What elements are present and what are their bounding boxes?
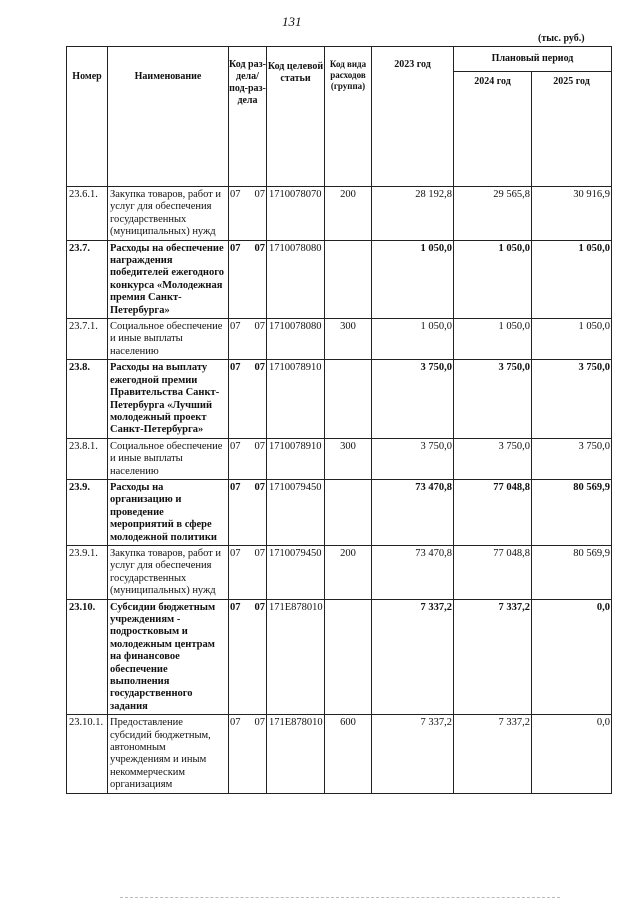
row-2023: 1 050,0 xyxy=(372,240,454,318)
section-code: 07 xyxy=(230,440,241,452)
row-2024: 1 050,0 xyxy=(454,240,532,318)
section-code: 07 xyxy=(230,189,241,200)
row-section-code xyxy=(229,240,267,318)
row-number: 23.7.1. xyxy=(67,319,108,360)
table-row xyxy=(67,438,612,479)
row-expense-code: 300 xyxy=(325,319,372,360)
subsection-code: 07 xyxy=(254,547,265,559)
row-2023: 73 470,8 xyxy=(372,545,454,599)
header-2023: 2023 год xyxy=(372,47,454,187)
header-number: Номер xyxy=(67,47,108,187)
row-2025: 3 750,0 xyxy=(532,438,612,479)
row-section-code xyxy=(229,479,267,545)
row-name: Расходы на организацию и проведение мероприятий в сфере молодежной политики xyxy=(108,479,229,545)
row-target-code: 1710078070 xyxy=(267,187,325,241)
row-name: Субсидии бюджетным учреждениям - подростковым и молодежным центрам на финансовое обеспечение выполнения государственного задания xyxy=(108,599,229,715)
row-target-code: 1710078080 xyxy=(267,319,325,360)
row-2024: 7 337,2 xyxy=(454,715,532,793)
row-2024: 3 750,0 xyxy=(454,360,532,438)
header-section-code: Код раз-дела/ под-раз-дела xyxy=(229,47,267,187)
section-code: 07 xyxy=(230,321,241,333)
row-2025: 0,0 xyxy=(532,715,612,793)
row-section-code xyxy=(229,599,267,715)
row-2024: 77 048,8 xyxy=(454,479,532,545)
header-name: Наименование xyxy=(108,47,229,187)
row-expense-code: 200 xyxy=(325,187,372,241)
row-section-code xyxy=(229,187,267,241)
table-row xyxy=(67,479,612,545)
row-2025: 1 050,0 xyxy=(532,240,612,318)
row-name: Социальное обеспечение и иные выплаты населению xyxy=(108,438,229,479)
row-number: 23.6.1. xyxy=(67,187,108,241)
subsection-code: 07 xyxy=(254,481,265,493)
units-label: (тыс. руб.) xyxy=(538,33,585,44)
row-expense-code: 600 xyxy=(325,715,372,793)
row-name: Расходы на выплату ежегодной премии Правительства Санкт-Петербурга «Лучший молодежный проект Санкт-Петербурга» xyxy=(108,360,229,438)
section-code: 07 xyxy=(230,717,241,729)
row-expense-code xyxy=(325,599,372,715)
page-number: 131 xyxy=(282,14,302,29)
row-2025: 80 569,9 xyxy=(532,479,612,545)
row-section-code xyxy=(229,545,267,599)
table-row xyxy=(67,187,612,241)
row-2023: 28 192,8 xyxy=(372,187,454,241)
section-code: 07 xyxy=(230,242,241,254)
row-2024: 29 565,8 xyxy=(454,187,532,241)
row-2025: 80 569,9 xyxy=(532,545,612,599)
table-row xyxy=(67,545,612,599)
row-expense-code: 300 xyxy=(325,438,372,479)
header-2024: 2024 год xyxy=(454,71,532,187)
header-expense-code: Код вида расходов (группа) xyxy=(325,47,372,187)
row-target-code: 1710078910 xyxy=(267,360,325,438)
subsection-code: 07 xyxy=(254,362,265,374)
subsection-code: 07 xyxy=(254,189,265,200)
table-row xyxy=(67,715,612,793)
section-code: 07 xyxy=(230,481,241,493)
row-number: 23.10. xyxy=(67,599,108,715)
table-row xyxy=(67,240,612,318)
section-code: 07 xyxy=(230,547,241,559)
subsection-code: 07 xyxy=(254,717,265,729)
row-name: Социальное обеспечение и иные выплаты населению xyxy=(108,319,229,360)
row-2023: 1 050,0 xyxy=(372,319,454,360)
row-section-code xyxy=(229,438,267,479)
row-2025: 1 050,0 xyxy=(532,319,612,360)
row-number: 23.7. xyxy=(67,240,108,318)
row-2025: 30 916,9 xyxy=(532,187,612,241)
row-2023: 7 337,2 xyxy=(372,599,454,715)
row-2024: 77 048,8 xyxy=(454,545,532,599)
section-code: 07 xyxy=(230,601,241,613)
row-expense-code xyxy=(325,360,372,438)
header-planned-period: Плановый период xyxy=(454,47,612,72)
row-section-code xyxy=(229,360,267,438)
row-expense-code xyxy=(325,240,372,318)
row-target-code: 1710078080 xyxy=(267,240,325,318)
header-2025: 2025 год xyxy=(532,71,612,187)
row-target-code: 171E878010 xyxy=(267,715,325,793)
table-row xyxy=(67,360,612,438)
row-2023: 3 750,0 xyxy=(372,360,454,438)
budget-table xyxy=(66,46,612,794)
row-2023: 73 470,8 xyxy=(372,479,454,545)
row-expense-code: 200 xyxy=(325,545,372,599)
row-name: Расходы на обеспечение награждения победителей ежегодного конкурса «Молодежная премия Санкт-Петербурга» xyxy=(108,240,229,318)
section-code: 07 xyxy=(230,362,241,374)
row-name: Закупка товаров, работ и услуг для обеспечения государственных (муниципальных) нужд xyxy=(108,545,229,599)
row-2024: 3 750,0 xyxy=(454,438,532,479)
row-expense-code xyxy=(325,479,372,545)
row-number: 23.10.1. xyxy=(67,715,108,793)
scan-artifact-line xyxy=(120,897,560,900)
row-target-code: 1710078910 xyxy=(267,438,325,479)
table-row xyxy=(67,319,612,360)
row-number: 23.9. xyxy=(67,479,108,545)
row-2024: 7 337,2 xyxy=(454,599,532,715)
row-2023: 3 750,0 xyxy=(372,438,454,479)
subsection-code: 07 xyxy=(254,440,265,452)
table-row xyxy=(67,599,612,715)
row-name: Закупка товаров, работ и услуг для обеспечения государственных (муниципальных) нужд xyxy=(108,187,229,241)
row-2024: 1 050,0 xyxy=(454,319,532,360)
subsection-code: 07 xyxy=(254,321,265,333)
row-number: 23.8.1. xyxy=(67,438,108,479)
row-name: Предоставление субсидий бюджетным, автономным учреждениям и иным некоммерческим организациям xyxy=(108,715,229,793)
subsection-code: 07 xyxy=(254,242,265,254)
row-target-code: 1710079450 xyxy=(267,479,325,545)
row-section-code xyxy=(229,715,267,793)
row-2023: 7 337,2 xyxy=(372,715,454,793)
row-2025: 0,0 xyxy=(532,599,612,715)
header-target-code: Код целевой статьи xyxy=(267,47,325,187)
row-number: 23.9.1. xyxy=(67,545,108,599)
subsection-code: 07 xyxy=(254,601,265,613)
row-section-code xyxy=(229,319,267,360)
row-2025: 3 750,0 xyxy=(532,360,612,438)
row-target-code: 1710079450 xyxy=(267,545,325,599)
row-target-code: 171E878010 xyxy=(267,599,325,715)
row-number: 23.8. xyxy=(67,360,108,438)
